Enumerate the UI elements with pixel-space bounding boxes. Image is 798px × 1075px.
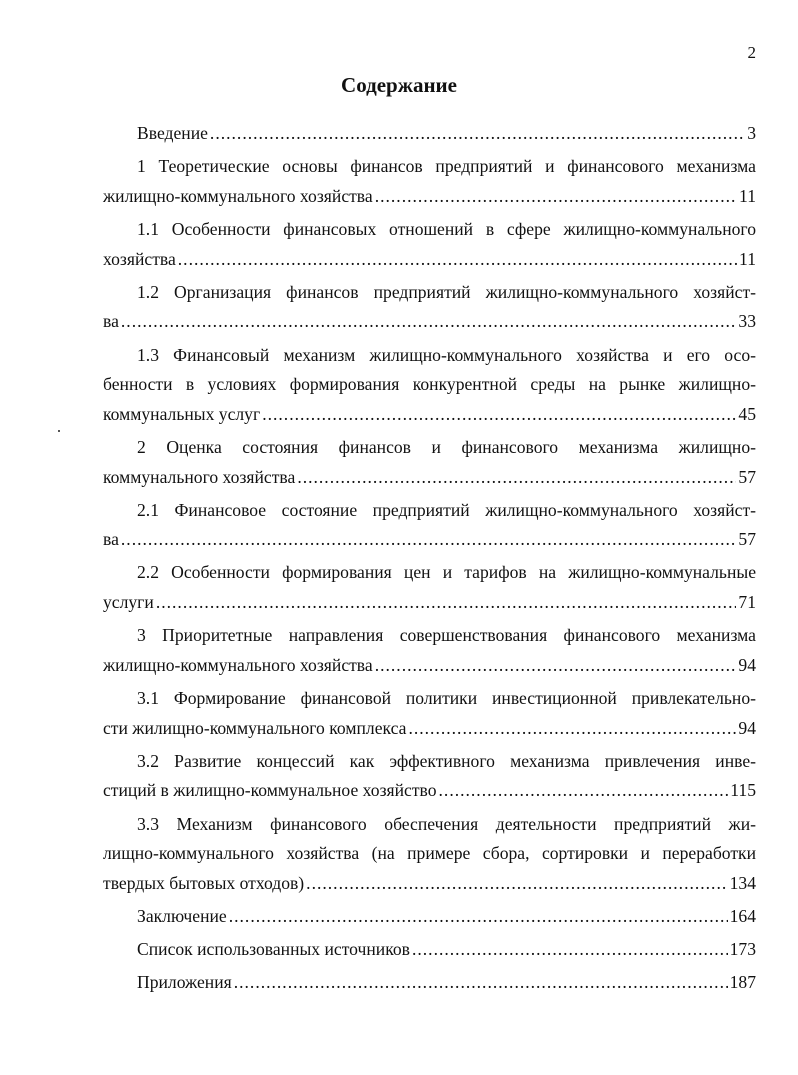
toc-entry-text: жилищно-коммунального хозяйства: [103, 185, 373, 206]
toc-entry-text: Список использованных источников: [137, 939, 410, 960]
toc-page-number: 187: [729, 972, 756, 993]
dot-leader: [121, 525, 737, 555]
toc-entry-last-line: [103, 651, 756, 681]
toc-page-number: 164: [729, 905, 756, 926]
toc-entry-last-line: [103, 245, 756, 275]
toc-entry[interactable]: [103, 684, 756, 743]
toc-entry-line: лищно-коммунального хозяйства (на примере сбора, сортировки и переработки: [103, 843, 756, 864]
toc-entry-last-line: [103, 935, 756, 965]
toc-entry-text: сти жилищно-коммунального комплекса: [103, 717, 407, 738]
toc-entry[interactable]: [103, 968, 756, 998]
toc-entry-text: услуги: [103, 592, 154, 613]
toc-entry-line: 3.3 Механизм финансового обеспечения деятельности предприятий жи-: [137, 813, 756, 834]
dot-leader: [412, 935, 728, 965]
toc-page-number: 94: [738, 717, 756, 738]
dot-leader: [297, 463, 736, 493]
stray-mark: [58, 430, 60, 432]
toc-entry[interactable]: [103, 810, 756, 899]
page-title: Содержание: [341, 73, 457, 97]
toc-entry-text: жилищно-коммунального хозяйства: [103, 654, 373, 675]
toc-entry-last-line: [103, 182, 756, 212]
toc-entry[interactable]: [103, 215, 756, 274]
toc-page-number: 115: [730, 780, 756, 801]
toc-entry-line: 2 Оценка состояния финансов и финансового механизма жилищно-: [137, 436, 756, 457]
toc-entry-text: коммунальных услуг: [103, 403, 261, 424]
toc-entry-line: 2.2 Особенности формирования цен и тарифов на жилищно-коммунальные: [137, 562, 756, 583]
toc-page-number: 33: [738, 311, 756, 332]
toc-entry-last-line: [103, 525, 756, 555]
toc-entry-last-line: [103, 119, 756, 149]
dot-leader: [156, 588, 737, 618]
toc-entry-last-line: [103, 714, 756, 744]
toc-entry-last-line: [103, 869, 756, 899]
toc-entry-text: ва: [103, 311, 119, 332]
toc-page-number: 57: [738, 466, 756, 487]
toc-page-number: 45: [738, 403, 756, 424]
toc-entry-text: ва: [103, 529, 119, 550]
toc-entry-text: стиций в жилищно-коммунальное хозяйство: [103, 780, 437, 801]
dot-leader: [375, 182, 737, 212]
toc-page-number: 94: [738, 654, 756, 675]
toc-entry-line: 1.2 Организация финансов предприятий жилищно-коммунального хозяйст-: [137, 281, 756, 302]
toc-entry-last-line: [103, 463, 756, 493]
toc-entry[interactable]: [103, 558, 756, 617]
toc-entry[interactable]: [103, 902, 756, 932]
toc-entry-line: 3.1 Формирование финансовой политики инвестиционной привлекательно-: [137, 688, 756, 709]
table-of-contents: [103, 119, 756, 1002]
toc-entry[interactable]: [103, 621, 756, 680]
dot-leader: [262, 400, 736, 430]
page-number: 2: [747, 43, 756, 62]
toc-page-number: 71: [738, 592, 756, 613]
toc-page-number: 134: [729, 872, 756, 893]
toc-entry-last-line: [103, 307, 756, 337]
toc-entry-text: коммунального хозяйства: [103, 466, 296, 487]
toc-entry-last-line: [103, 400, 756, 430]
toc-entry-line: бенности в условиях формирования конкурентной среды на рынке жилищно-: [103, 374, 756, 395]
toc-entry-text: Введение: [137, 123, 208, 143]
toc-page-number: 11: [739, 248, 756, 269]
dot-leader: [234, 968, 728, 998]
toc-entry-line: 1.1 Особенности финансовых отношений в сфере жилищно-коммунального: [137, 218, 756, 239]
toc-page-number: 57: [738, 529, 756, 550]
toc-entry[interactable]: [103, 496, 756, 555]
toc-entry[interactable]: [103, 278, 756, 337]
toc-entry[interactable]: [103, 341, 756, 430]
toc-entry[interactable]: [103, 935, 756, 965]
toc-entry-last-line: [103, 776, 756, 806]
toc-entry[interactable]: [103, 747, 756, 806]
toc-entry-text: Приложения: [137, 972, 232, 993]
toc-entry-line: 3 Приоритетные направления совершенствования финансового механизма: [137, 625, 756, 646]
toc-entry-last-line: [103, 968, 756, 998]
toc-entry-text: Заключение: [137, 905, 227, 926]
dot-leader: [178, 245, 737, 275]
dot-leader: [229, 902, 728, 932]
toc-entry-last-line: [103, 902, 756, 932]
toc-entry-line: 1.3 Финансовый механизм жилищно-коммунального хозяйства и его осо-: [137, 344, 756, 365]
toc-entry[interactable]: [103, 433, 756, 492]
toc-entry[interactable]: [103, 119, 756, 149]
toc-entry-text: твердых бытовых отходов): [103, 872, 305, 893]
toc-page-number: 11: [739, 185, 756, 206]
toc-page-number: 173: [729, 939, 756, 960]
toc-page-number: 3: [747, 123, 756, 143]
toc-entry[interactable]: [103, 152, 756, 211]
toc-entry-text: хозяйства: [103, 248, 176, 269]
dot-leader: [306, 869, 727, 899]
dot-leader: [439, 776, 729, 806]
dot-leader: [121, 307, 737, 337]
toc-entry-last-line: [103, 588, 756, 618]
toc-entry-line: 1 Теоретические основы финансов предприятий и финансового механизма: [137, 156, 756, 177]
toc-entry-line: 3.2 Развитие концессий как эффективного механизма привлечения инве-: [137, 750, 756, 771]
toc-entry-line: 2.1 Финансовое состояние предприятий жилищно-коммунального хозяйст-: [137, 499, 756, 520]
dot-leader: [375, 651, 737, 681]
dot-leader: [210, 119, 745, 149]
dot-leader: [408, 714, 736, 744]
